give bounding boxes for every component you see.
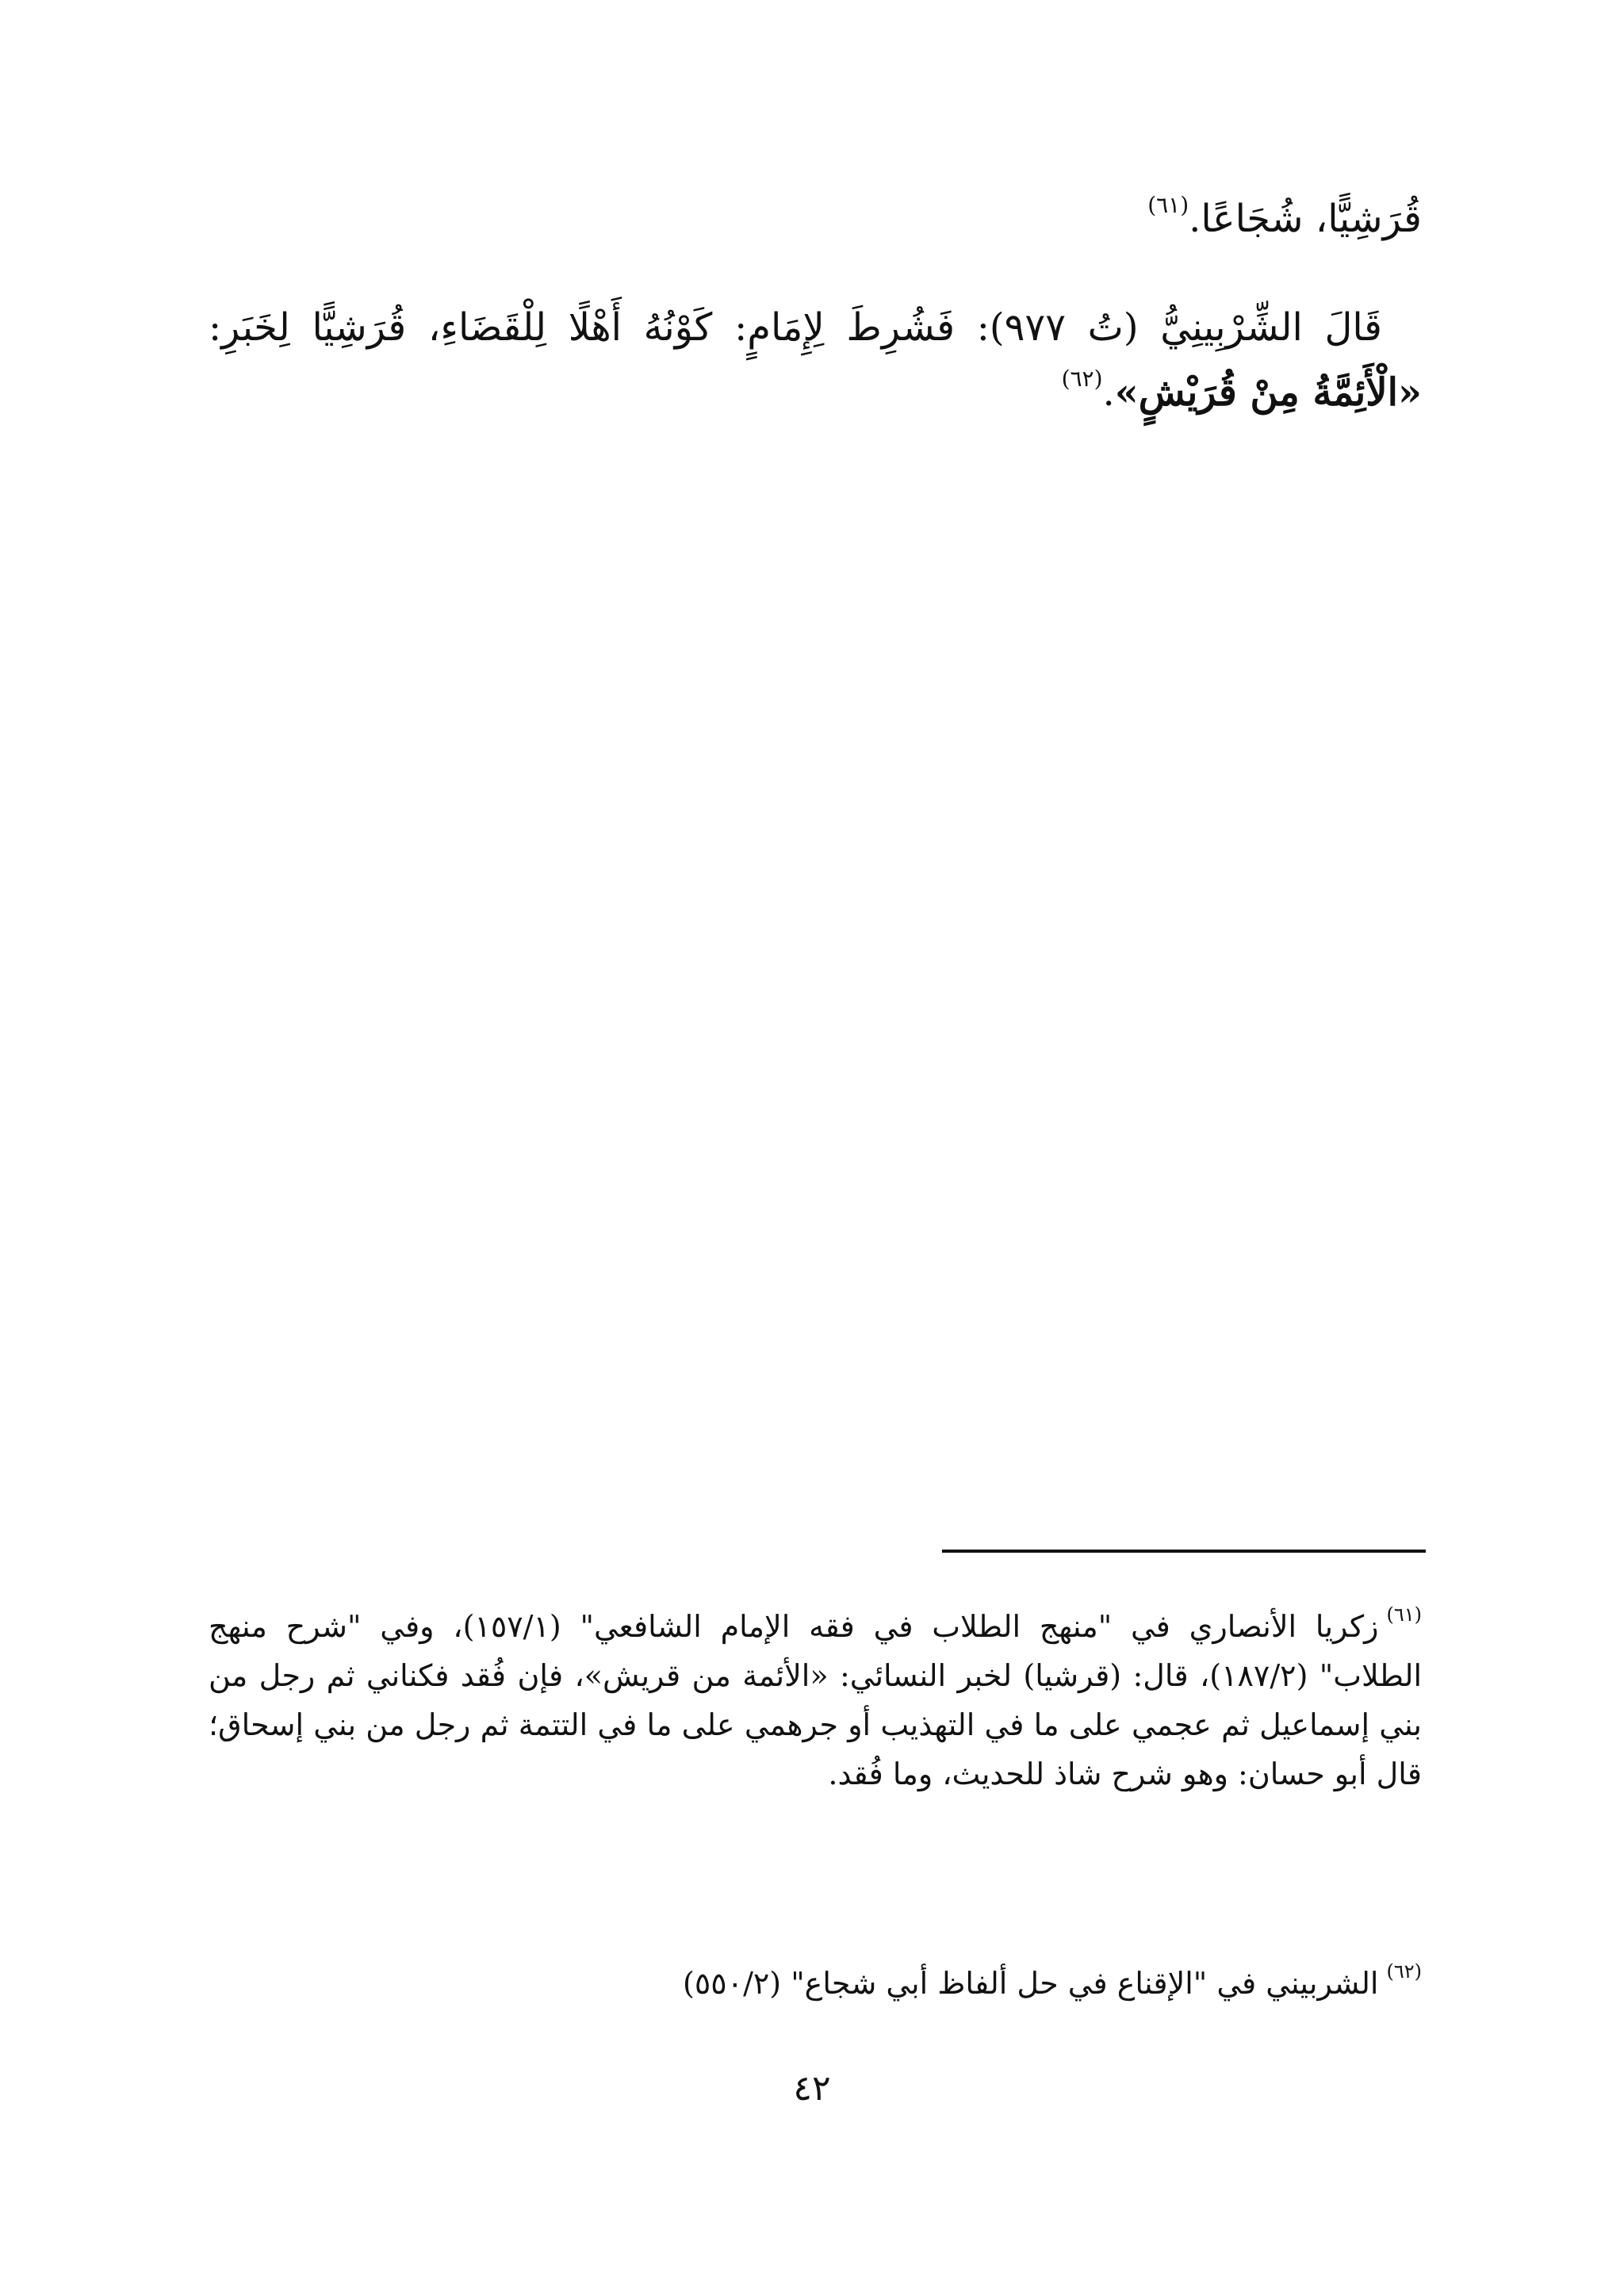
footnote-text: زكريا الأنصاري في "منهج الطلاب في فقه الإمام الشافعي" (١٥٧/١)، وفي "شرح منهج الطلاب" (١٨٧/٢)، قال: (قرشيا) لخبر النسائي: «الأئمة من قريش»، فإن فُقد فكناني ثم رجل من بني إسماعيل ثم عجمي على ما في التهذيب أو جرهمي على ما في التتمة ثم رجل من بني إسحاق؛ قال أبو حسان: وهو شرح شاذ للحديث، وما فُقد. [209,1609,1423,1791]
footnote-reference-61[interactable]: (٦١) [1147,192,1189,218]
continuation-text: قُرَشِيًّا، شُجَاعًا. [1189,197,1422,241]
body-paragraph-sharbini [209,295,1422,425]
footnote-number: (٦٢) [1386,1960,1422,1983]
body-paragraph-continuation [209,186,1422,251]
footnote-reference-62[interactable]: (٦٢) [1061,366,1103,392]
hadith-quote: «الْأَئِمَّةُ مِنْ قُرَيْشٍ» [1114,370,1422,415]
sharbini-quote-intro: قَالَ الشِّرْبِينِيُّ (تُ ٩٧٧): فَشُرِطَ لِإِمَامٍ: كَوْنُهُ أَهْلًا لِلْقَضَاءِ، قُرَشِيًّا لِخَبَرِ: [209,305,1383,350]
page-number: ٤٢ [793,2068,831,2109]
footnote-separator [942,1550,1426,1553]
footnote-text: الشربيني في "الإقناع في حل ألفاظ أبي شجاع" (٥٥٠/٢) [683,1966,1379,2001]
sentence-end: . [1102,370,1115,415]
footnote-62 [209,1959,1422,2008]
footnote-61 [209,1602,1422,1799]
footnote-number: (٦١) [1386,1603,1422,1626]
